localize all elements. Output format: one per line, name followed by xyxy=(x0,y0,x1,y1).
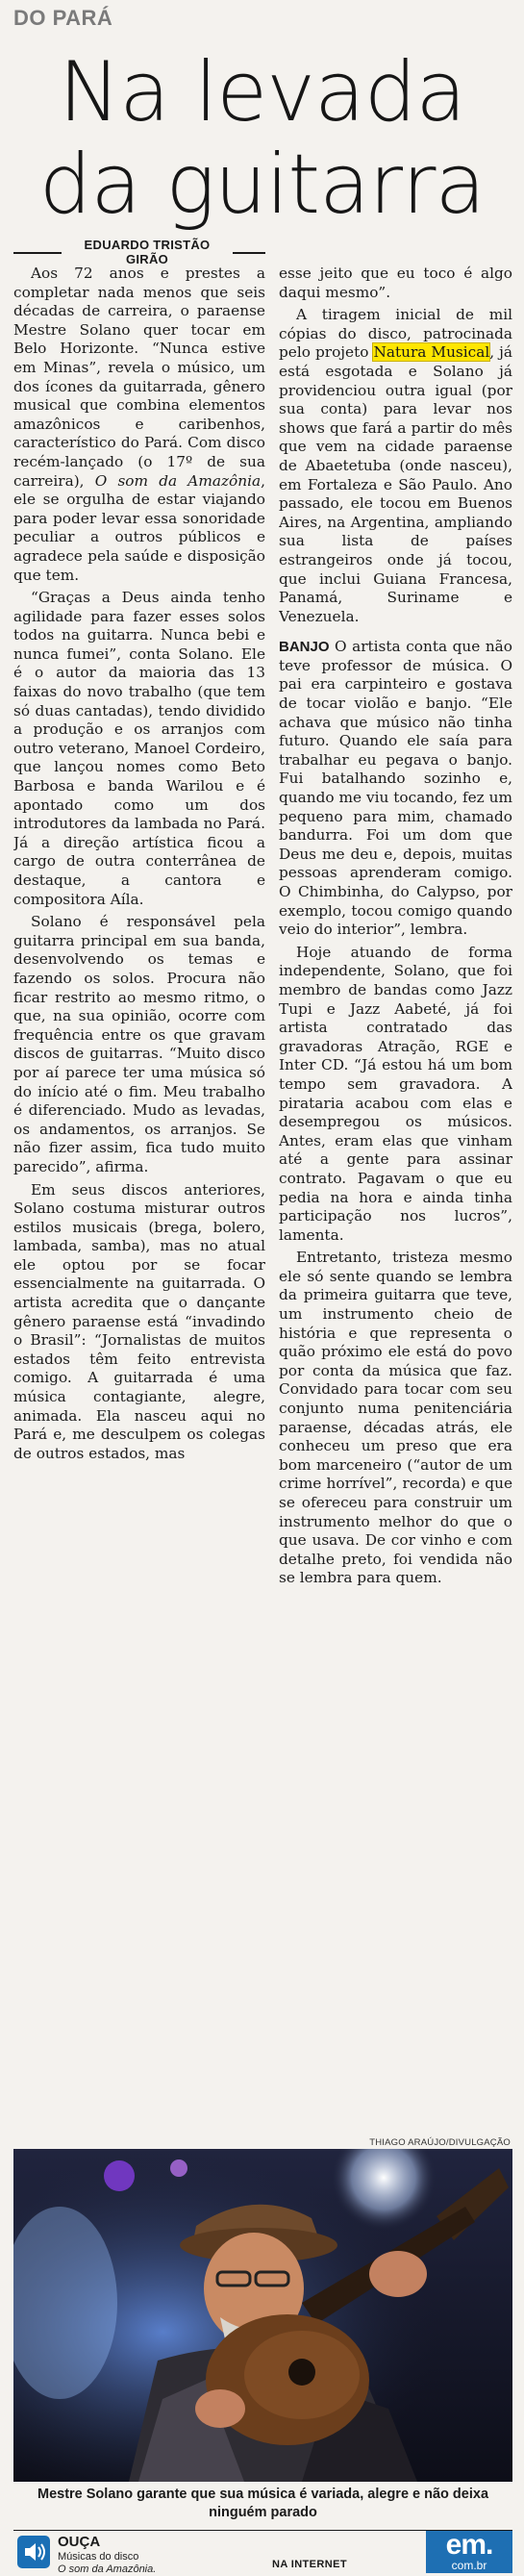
photo-illustration xyxy=(13,2149,512,2482)
subhead: BANJO xyxy=(279,639,330,656)
article-column-2 xyxy=(279,265,512,2131)
em-logo[interactable] xyxy=(426,2531,512,2573)
photo-caption: Mestre Solano garante que sua música é variada, alegre e não deixa ninguém parado xyxy=(37,2487,489,2520)
em-logo-main: em. xyxy=(445,2529,493,2561)
highlighted-text: Natura Musical xyxy=(373,343,490,362)
listen-title: OUÇA xyxy=(58,2534,101,2550)
paragraph: Hoje atuando de forma independente, Solano, que foi membro de bandas como Jazz Tupi e Jazz Aabeté, já foi artista contratado das gravadoras Atração, RGE e Inter CD. “Já estou há um bom tempo sem gravadora. A pirataria acabou com elas e desempregou os músicos. Antes, eram elas que vinham até a gente para assinar contrato. Pagavam o que eu pedia na hora e ainda tinha participação nos lucros”, lamenta. xyxy=(279,943,512,1244)
paragraph: esse jeito que eu toco é algo daqui mesmo”. xyxy=(279,265,512,301)
text-run: , já está esgotada e Solano já providenciou outra igual (por sua conta) para levar nos shows que fará a partir do mês que vem na cidade paraense de Abaetetuba (onde nasceu), em Fortaleza e São Paulo. Ano passado, ele tocou em Buenos Aires, na Argentina, ampliando sua lista de países estrangeiros onde já tocou, que inclui Guiana Francesa, Panamá, Suriname e Venezuela. xyxy=(279,343,512,625)
listen-line-2: O som da Amazônia. xyxy=(58,2563,157,2575)
paragraph: Solano é responsável pela guitarra principal em sua banda, desenvolvendo os temas e fazendo os solos. Procura não ficar restrito ao mesmo ritmo, o que, na sua opinião, ocorre com frequência entre os que gravam discos de guitarras. “Muito disco por aí parece ter uma música só do início até o fim. Meu trabalho é diferenciado. Mudo as levadas, os andamentos, os arranjos. Se não fizer assim, fica tudo muito parecido”, afirma. xyxy=(13,913,265,1175)
text-run: , ele se orgulha de estar viajando para poder levar essa sonoridade peculiar a outros públicos e agradece pela saúde e disposição que tem. xyxy=(13,471,265,584)
headline-line-2: da guitarra xyxy=(38,137,486,233)
speaker-icon-glyph xyxy=(17,2536,50,2568)
byline: EDUARDO TRISTÃO GIRÃO xyxy=(62,238,233,266)
speaker-icon xyxy=(17,2536,50,2568)
text-run: A tiragem inicial de mil cópias do disco, patrocinada pelo projeto xyxy=(279,306,512,362)
paragraph xyxy=(279,306,512,626)
em-logo-sub: com.br xyxy=(451,2559,487,2572)
listen-description xyxy=(58,2551,156,2576)
photo-credit: THIAGO ARAÚJO/DIVULGAÇÃO xyxy=(369,2137,511,2148)
headline xyxy=(0,46,524,231)
paragraph: “Graças a Deus ainda tenho agilidade para fazer esses solos todos na guitarra. Nunca bebi e nunca fumei”, conta Solano. Ele é o autor da maioria das 13 faixas do novo trabalho (que tem só duas cantadas), tendo dividido a produção e os arranjos com outro veterano, Manoel Cordeiro, que lançou nomes como Beto Barbosa e banda Warilou e é apontado como um dos introdutores da lambada no Pará. Já a direção artística ficou a cargo de outra conterrânea de destaque, a cantora e compositora Aíla. xyxy=(13,589,265,908)
album-title: O som da Amazônia xyxy=(94,471,262,490)
article-column-1 xyxy=(13,265,265,2131)
text-run: Aos 72 anos e prestes a completar nada menos que seis décadas de carreira, o paraense Mestre Solano quer tocar em Belo Horizonte. “Nunca estive em Minas”, revela o músico, um dos ícones da guitarrada, gênero musical que combina elementos amazônicos e caribenhos, característico do Pará. Com disco recém-lançado (o 17º de sua carreira), xyxy=(13,265,265,490)
paragraph xyxy=(13,265,265,585)
text-run: O artista conta que não teve professor de música. O pai era carpinteiro e gostava de tocar violão e banjo. “Ele achava que músico não tinha futuro. Quando ele saía para trabalhar eu pegava o banjo. Fui batalhando sozinho e, quando me viu tocando, fez um pequeno para mim, chamado bandurra. Foi um dom que Deus me deu e, depois, muitas pessoas aprenderam comigo. O Chimbinha, do Calypso, por exemplo, tocou comigo quando veio do interior”, lembra. xyxy=(279,638,512,939)
paragraph: Em seus discos anteriores, Solano costuma misturar outros estilos musicais (brega, bolero, lambada, samba), mas no atual ele optou por se focar essencialmente na guitarrada. O artista acredita que o dançante gênero paraense está “invadindo o Brasil”: “Jornalistas de muitos estados têm feito entrevista comigo. A guitarrada é uma música contagiante, alegre, animada. Ela nasceu aqui no Pará e, me desculpem os colegas de outros estados, mas xyxy=(13,1180,265,1462)
paragraph xyxy=(279,638,512,940)
paragraph: Entretanto, tristeza mesmo ele só sente quando se lembra da primeira guitarra que teve, um instrumento cheio de história e que representa o quão próximo ele está do povo por conta da música que faz. Convidado para tocar com seu conjunto numa penitenciária paraense, décadas atrás, ele conheceu um preso que era bom marceneiro (“autor de um crime horrível”, recorda) e que se ofereceu para construir um instrumento melhor do que o que usava. De cor vinho e com detalhe preto, foi vendida não se lembra para quem. xyxy=(279,1249,512,1587)
listen-line-1: Músicas do disco xyxy=(58,2551,139,2563)
section-kicker: DO PARÁ xyxy=(13,6,113,30)
internet-label: NA INTERNET xyxy=(272,2559,347,2570)
photo xyxy=(13,2149,512,2482)
headline-line-1: Na levada xyxy=(58,44,466,140)
